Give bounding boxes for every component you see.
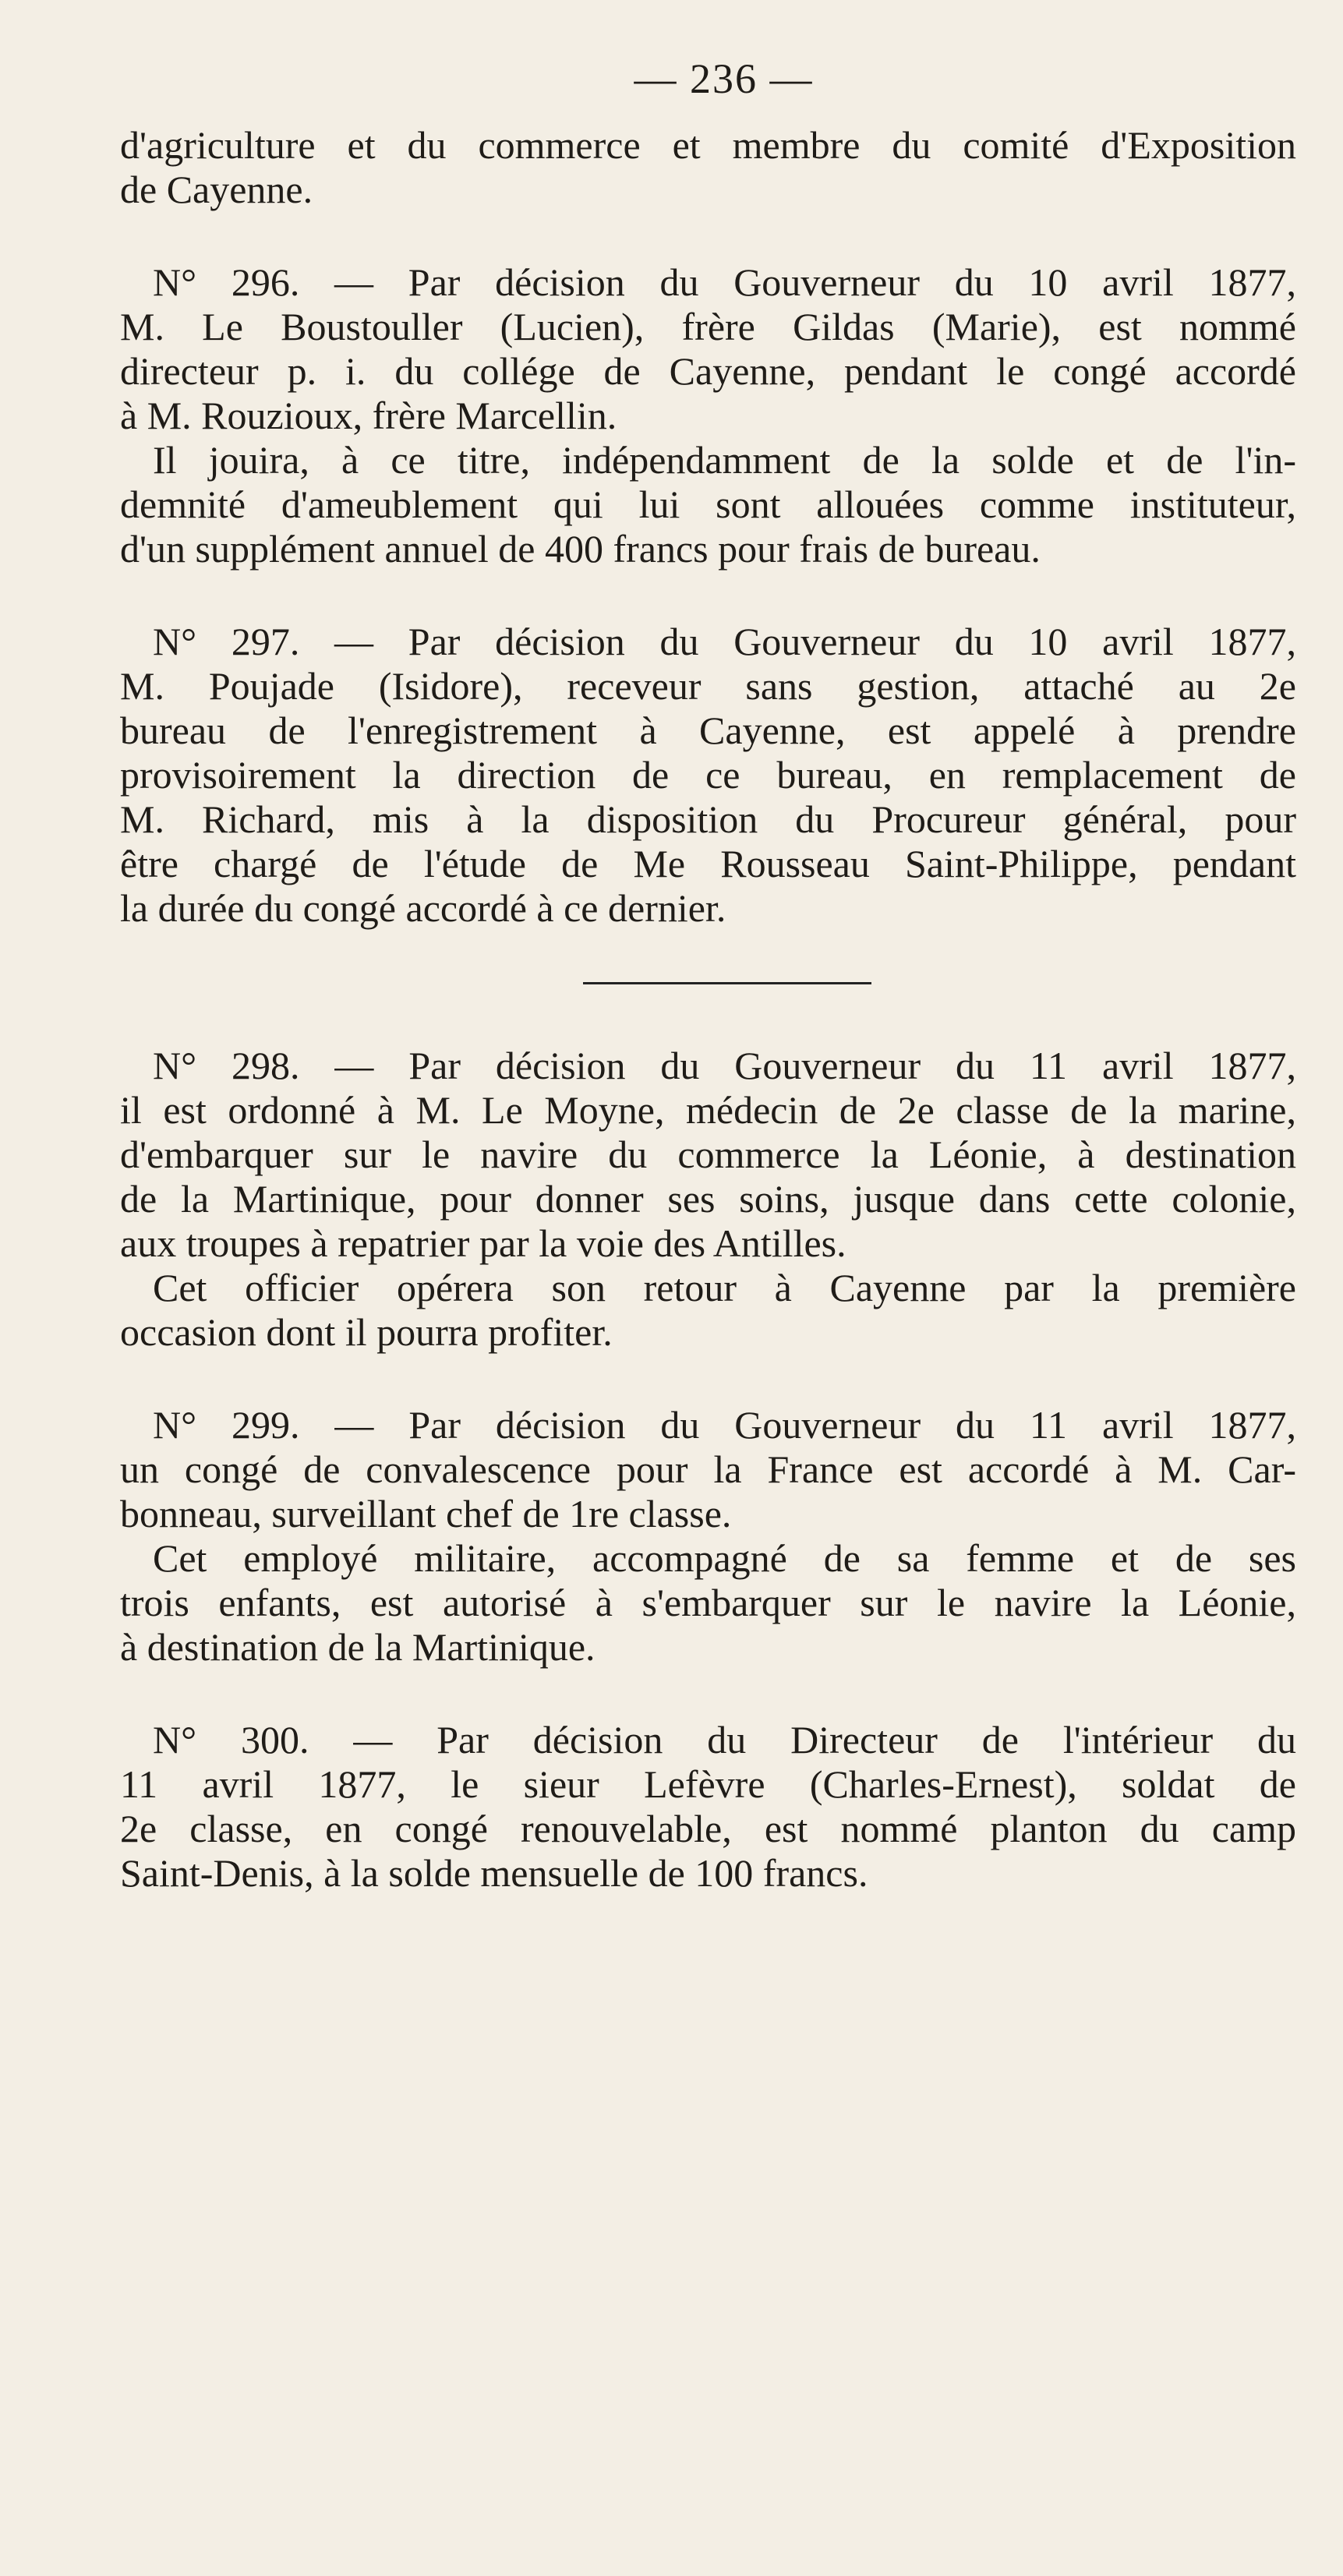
intro-paragraph — [120, 123, 1296, 212]
decision-297 — [120, 620, 1296, 931]
text-line: demnité d'ameublement qui lui sont allouées comme instituteur, — [120, 482, 1296, 526]
text-line: directeur p. i. du collége de Cayenne, pendant le congé accordé — [120, 349, 1296, 393]
page-number: — 236 — — [634, 55, 814, 102]
decision-300 — [120, 1718, 1296, 1896]
text-line: occasion dont il pourra profiter. — [120, 1310, 613, 1354]
text-line: Cet officier opérera son retour à Cayenne par la première — [153, 1266, 1296, 1309]
text-line: à M. Rouzioux, frère Marcellin. — [120, 394, 617, 437]
text-line: provisoirement la direction de ce bureau, en remplacement de — [120, 753, 1296, 797]
text-line: M. Poujade (Isidore), receveur sans gestion, attaché au 2e — [120, 664, 1296, 708]
text-line: la durée du congé accordé à ce dernier. — [120, 886, 726, 930]
text-line: Saint-Denis, à la solde mensuelle de 100 francs. — [120, 1851, 868, 1895]
text-line: N° 296. — Par décision du Gouverneur du 10 avril 1877, — [153, 260, 1296, 304]
text-line: être chargé de l'étude de Me Rousseau Saint-Philippe, pendant — [120, 842, 1296, 885]
text-line: bonneau, surveillant chef de 1re classe. — [120, 1492, 732, 1535]
text-line: M. Le Boustouller (Lucien), frère Gildas (Marie), est nommé — [120, 305, 1296, 348]
decision-299 — [120, 1403, 1296, 1670]
text-line: il est ordonné à M. Le Moyne, médecin de 2e classe de la marine, — [120, 1088, 1296, 1132]
text-line: N° 300. — Par décision du Directeur de l'intérieur du — [153, 1718, 1296, 1762]
text-line: trois enfants, est autorisé à s'embarquer sur le navire la Léonie, — [120, 1581, 1296, 1624]
text-line: Cet employé militaire, accompagné de sa femme et de ses — [153, 1536, 1296, 1580]
text-line: 2e classe, en congé renouvelable, est nommé planton du camp — [120, 1807, 1296, 1850]
text-line: d'embarquer sur le navire du commerce la Léonie, à destination — [120, 1133, 1296, 1176]
text-line: de la Martinique, pour donner ses soins, jusque dans cette colonie, — [120, 1177, 1296, 1221]
text-line: 11 avril 1877, le sieur Lefèvre (Charles-Ernest), soldat de — [120, 1762, 1296, 1806]
decision-296 — [120, 260, 1296, 571]
text-line: M. Richard, mis à la disposition du Procureur général, pour — [120, 797, 1296, 841]
text-line: N° 299. — Par décision du Gouverneur du 11 avril 1877, — [153, 1403, 1296, 1447]
text-line: Il jouira, à ce titre, indépendamment de la solde et de l'in- — [153, 438, 1296, 482]
text-line: de Cayenne. — [120, 168, 313, 211]
text-line: à destination de la Martinique. — [120, 1625, 596, 1669]
text-line: d'agriculture et du commerce et membre du comité d'Exposition — [120, 123, 1296, 167]
section-divider — [583, 982, 871, 984]
text-line: N° 298. — Par décision du Gouverneur du 11 avril 1877, — [153, 1044, 1296, 1087]
decision-298 — [120, 1044, 1296, 1355]
text-line: un congé de convalescence pour la France est accordé à M. Car- — [120, 1447, 1296, 1491]
text-line: d'un supplément annuel de 400 francs pour frais de bureau. — [120, 527, 1041, 571]
text-line: aux troupes à repatrier par la voie des Antilles. — [120, 1221, 846, 1265]
text-line: bureau de l'enregistrement à Cayenne, est appelé à prendre — [120, 708, 1296, 752]
text-line: N° 297. — Par décision du Gouverneur du 10 avril 1877, — [153, 620, 1296, 663]
